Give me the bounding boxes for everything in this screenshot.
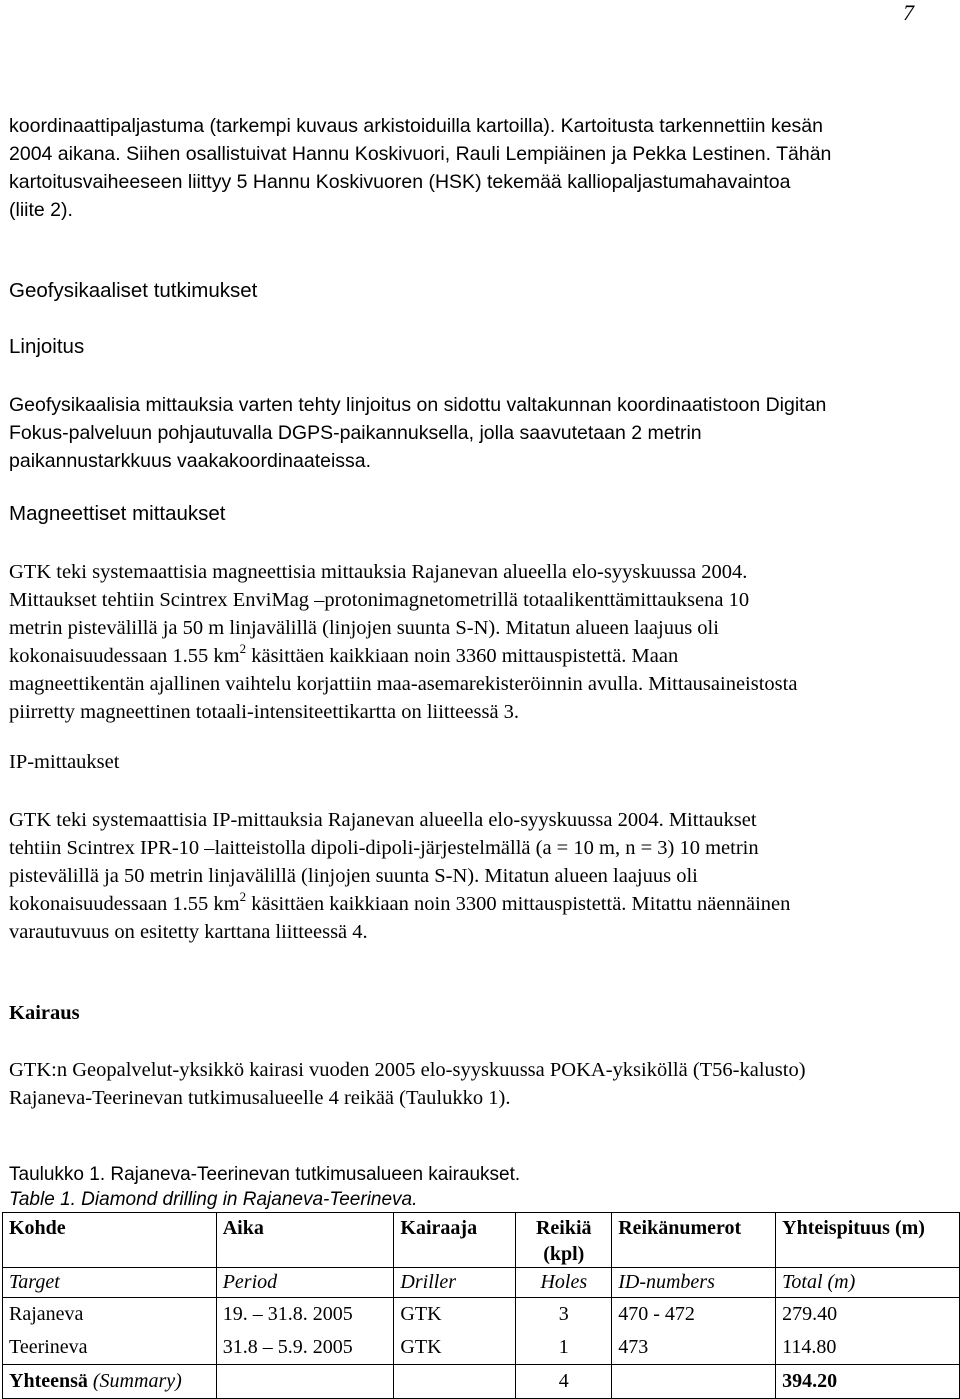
table-row xyxy=(3,1331,960,1365)
subheading-magnetic: Magneettiset mittaukset xyxy=(9,502,226,525)
intro-line: 2004 aikana. Siihen osallistuivat Hannu Koskivuori, Rauli Lempiäinen ja Pekka Lestinen. Tähän xyxy=(9,143,832,165)
table-summary-row xyxy=(3,1365,960,1399)
table-header-row-en xyxy=(3,1268,960,1298)
paragraph-line: piirretty magneettinen totaali-intensiteettikartta on liitteessä 3. xyxy=(9,701,520,723)
intro-line: (liite 2). xyxy=(9,199,73,221)
page-number: 7 xyxy=(903,0,914,25)
paragraph-line: tehtiin Scintrex IPR-10 –laitteistolla dipoli-dipoli-järjestelmällä (a = 10 m, n = 3) 10 metrin xyxy=(9,837,759,859)
line-part: käsittäen kaikkiaan noin 3360 mittauspistettä. Maan xyxy=(246,645,679,667)
paragraph-line: GTK teki systemaattisia IP-mittauksia Rajanevan alueella elo-syyskuussa 2004. Mittaukset xyxy=(9,809,757,831)
column-header: Yhteispituus (m) xyxy=(776,1213,960,1268)
drilling-table xyxy=(2,1212,960,1399)
drilling-paragraph xyxy=(9,1056,954,1112)
table-cell: 3 xyxy=(516,1298,612,1332)
column-header: Reikänumerot xyxy=(612,1213,776,1268)
paragraph-line: GTK:n Geopalvelut-yksikkö kairasi vuoden 2005 elo-syyskuussa POKA-yksiköllä (T56-kalusto) xyxy=(9,1059,806,1081)
subheading-ip: IP-mittaukset xyxy=(9,751,120,773)
summary-total: 394.20 xyxy=(776,1365,960,1399)
column-header: Kohde xyxy=(3,1213,217,1268)
table-cell: GTK xyxy=(394,1331,516,1365)
section-heading-drilling: Kairaus xyxy=(9,1002,80,1024)
intro-line: koordinaattipaljastuma (tarkempi kuvaus arkistoiduilla kartoilla). Kartoitusta tarkennettiin kesän xyxy=(9,115,823,137)
table-cell xyxy=(216,1365,394,1399)
summary-holes: 4 xyxy=(516,1365,612,1399)
superscript: 2 xyxy=(239,641,247,656)
paragraph-line: metrin pistevälillä ja 50 m linjavälillä (linjojen suunta S-N). Mitatun alueen laajuus oli xyxy=(9,617,719,639)
summary-label-cell xyxy=(3,1365,217,1399)
table-cell: 279.40 xyxy=(776,1298,960,1332)
paragraph-line: varautuvuus on esitetty karttana liitteessä 4. xyxy=(9,921,368,943)
paragraph-line: Rajaneva-Teerinevan tutkimusalueelle 4 reikää (Taulukko 1). xyxy=(9,1087,511,1109)
column-header: Kairaaja xyxy=(394,1213,516,1268)
table-cell: 31.8 – 5.9. 2005 xyxy=(216,1331,394,1365)
table-caption-en: Table 1. Diamond drilling in Rajaneva-Teerineva. xyxy=(9,1189,418,1210)
table-cell xyxy=(394,1365,516,1399)
table-cell: 470 - 472 xyxy=(612,1298,776,1332)
paragraph-line: magneettikentän ajallinen vaihtelu korjattiin maa-asemarekisteröinnin avulla. Mittausaineistosta xyxy=(9,673,798,695)
linjoitus-paragraph xyxy=(9,391,954,475)
paragraph-line: pistevälillä ja 50 metrin linjavälillä (linjojen suunta S-N). Mitatun alueen laajuus oli xyxy=(9,865,698,887)
table-caption-fi: Taulukko 1. Rajaneva-Teerinevan tutkimusalueen kairaukset. xyxy=(9,1164,521,1185)
column-header-en: Holes xyxy=(516,1268,612,1298)
column-header-en: ID-numbers xyxy=(612,1268,776,1298)
table-row xyxy=(3,1298,960,1332)
table-cell: 19. – 31.8. 2005 xyxy=(216,1298,394,1332)
magnetic-paragraph xyxy=(9,558,954,726)
subheading-linjoitus: Linjoitus xyxy=(9,335,85,358)
section-heading-geophysics: Geofysikaaliset tutkimukset xyxy=(9,279,258,302)
table-cell: Teerineva xyxy=(3,1331,217,1365)
table-cell xyxy=(612,1365,776,1399)
paragraph-line: GTK teki systemaattisia magneettisia mittauksia Rajanevan alueella elo-syyskuussa 2004. xyxy=(9,561,748,583)
intro-line: kartoitusvaiheeseen liittyy 5 Hannu Koskivuoren (HSK) tekemää kalliopaljastumahavaintoa xyxy=(9,171,791,193)
column-header-en: Period xyxy=(216,1268,394,1298)
column-header: Aika xyxy=(216,1213,394,1268)
summary-label: Yhteensä xyxy=(9,1370,88,1392)
ip-paragraph xyxy=(9,806,954,946)
column-header: Reikiä (kpl) xyxy=(516,1213,612,1268)
table-cell: 473 xyxy=(612,1331,776,1365)
intro-paragraph xyxy=(9,112,954,224)
table-cell: Rajaneva xyxy=(3,1298,217,1332)
line-part: kokonaisuudessaan 1.55 km xyxy=(9,893,240,915)
line-part: käsittäen kaikkiaan noin 3300 mittauspistettä. Mitattu näennäinen xyxy=(246,893,791,915)
paragraph-line xyxy=(9,642,954,670)
summary-label-en: (Summary) xyxy=(92,1370,182,1392)
table-cell: GTK xyxy=(394,1298,516,1332)
paragraph-line xyxy=(9,890,954,918)
paragraph-line: Geofysikaalisia mittauksia varten tehty linjoitus on sidottu valtakunnan koordinaatistoon Digitan xyxy=(9,394,827,416)
paragraph-line: Fokus-palveluun pohjautuvalla DGPS-paikannuksella, jolla saavutetaan 2 metrin xyxy=(9,422,702,444)
paragraph-line: Mittaukset tehtiin Scintrex EnviMag –protonimagnetometrillä totaalikenttämittauksena 10 xyxy=(9,589,750,611)
table-header-row xyxy=(3,1213,960,1268)
table-cell: 1 xyxy=(516,1331,612,1365)
line-part: kokonaisuudessaan 1.55 km xyxy=(9,645,240,667)
superscript: 2 xyxy=(239,889,247,904)
table-cell: 114.80 xyxy=(776,1331,960,1365)
column-header-en: Driller xyxy=(394,1268,516,1298)
column-header-en: Target xyxy=(3,1268,217,1298)
column-header-en: Total (m) xyxy=(776,1268,960,1298)
paragraph-line: paikannustarkkuus vaakakoordinaateissa. xyxy=(9,450,372,472)
